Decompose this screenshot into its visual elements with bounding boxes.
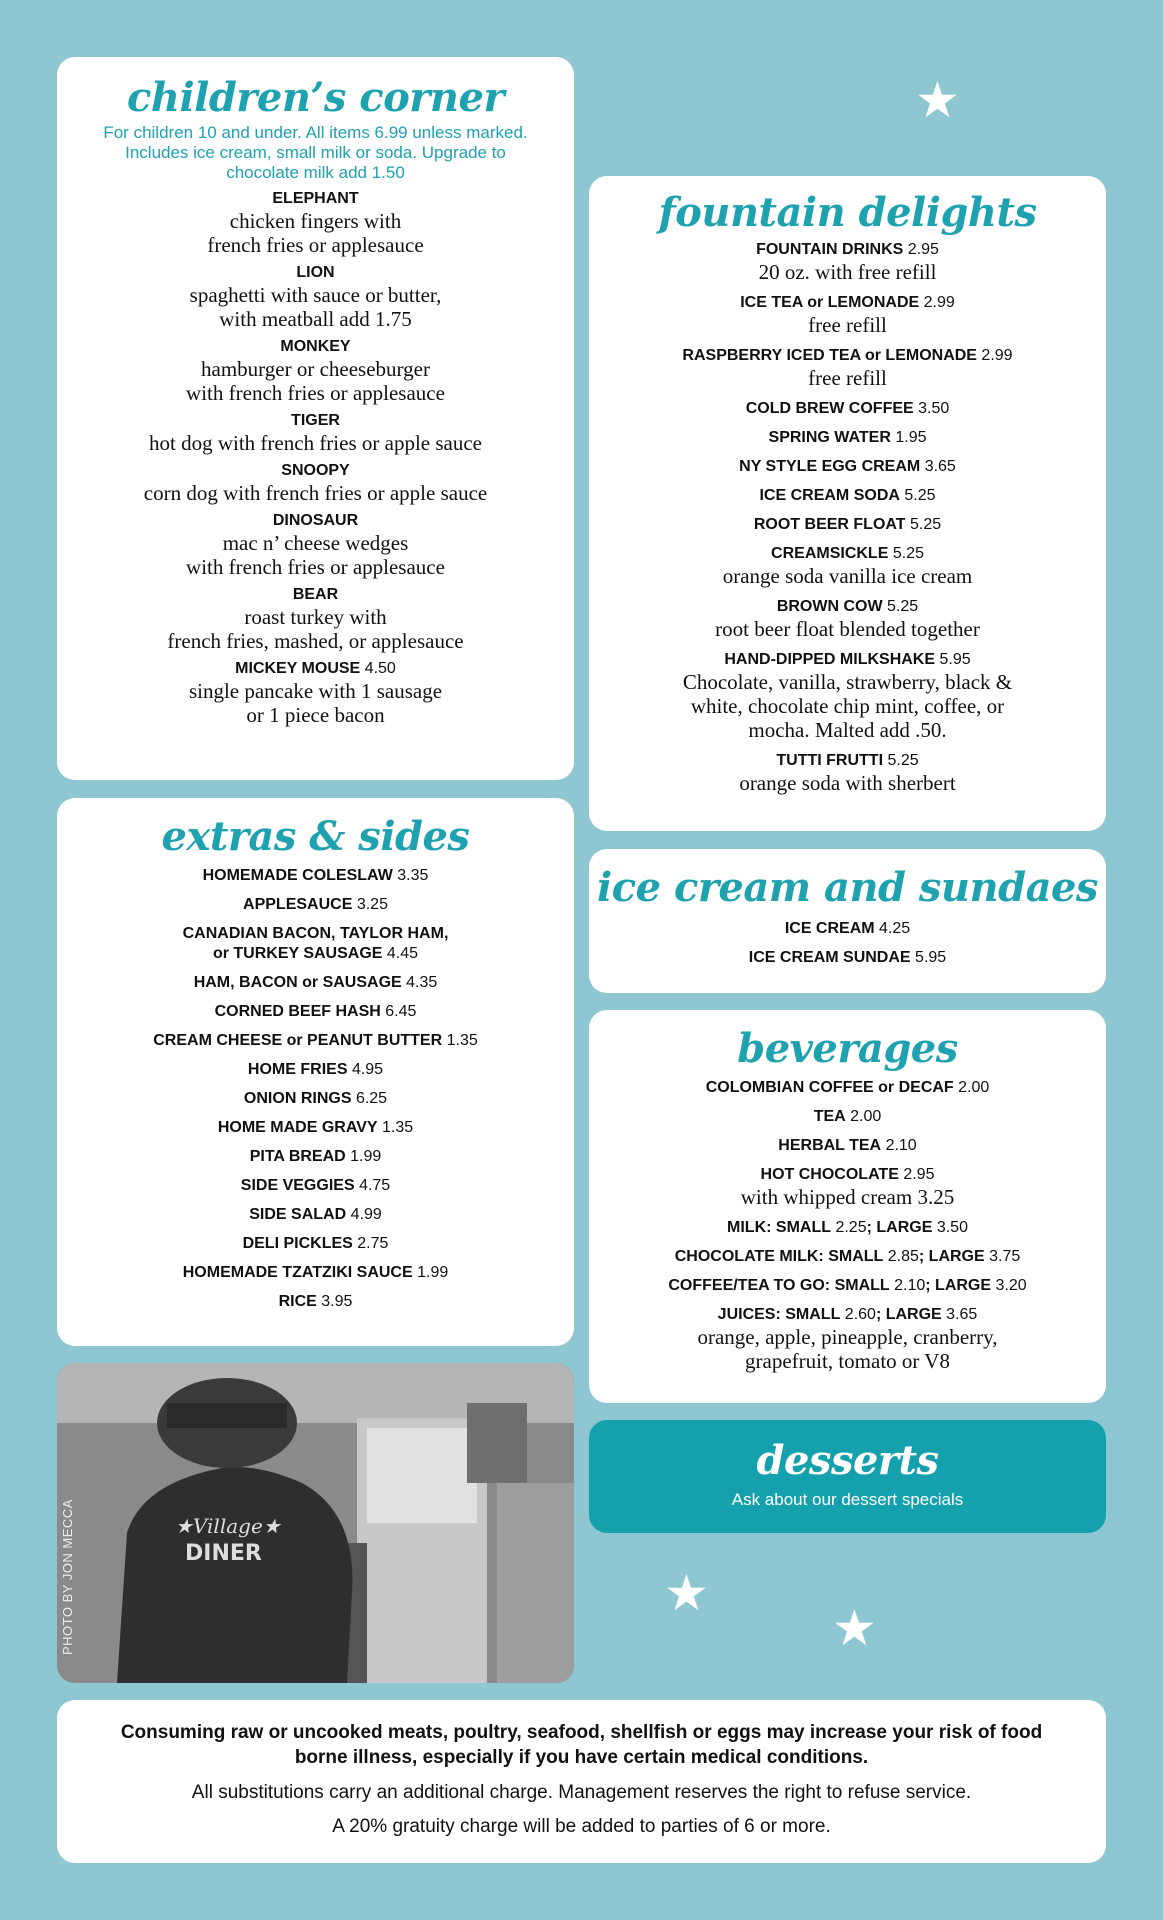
item-name: COFFEE/TEA TO GO: SMALL (668, 1277, 890, 1294)
item-line (589, 293, 1106, 313)
menu-item (57, 337, 574, 405)
menu-item (589, 457, 1106, 477)
menu-item (57, 1234, 574, 1254)
item-name: HAND-DIPPED MILKSHAKE (724, 651, 936, 668)
item-line (589, 948, 1106, 968)
item-line (57, 511, 574, 531)
item-name: COLD BREW COFFEE (745, 400, 914, 417)
section-title: children’s corner (127, 74, 504, 121)
health-warning: Consuming raw or uncooked meats, poultry, seafood, shellfish or eggs may increase your risk of food borne illness, especially if you have certain medical conditions. (120, 1722, 1043, 1768)
menu-item (589, 1305, 1106, 1373)
menu-item (57, 1176, 574, 1196)
item-price: 4.35 (406, 974, 438, 991)
item-line (57, 659, 574, 679)
footer-panel (57, 1700, 1106, 1863)
item-line (57, 461, 574, 481)
menu-item (57, 1263, 574, 1283)
item-description: hamburger or cheeseburger (201, 357, 430, 381)
item-description: root beer float blended together (715, 617, 980, 641)
menu-item (57, 585, 574, 653)
item-line (589, 1078, 1106, 1098)
item-name: DELI PICKLES (242, 1235, 353, 1252)
item-name: MICKEY MOUSE (235, 660, 361, 677)
item-price: 2.75 (357, 1235, 389, 1252)
menu-item (589, 751, 1106, 795)
menu-item (57, 1292, 574, 1312)
item-price: 4.75 (359, 1177, 391, 1194)
item-description: white, chocolate chip mint, coffee, or (690, 694, 1005, 718)
item-description: french fries, mashed, or applesauce (167, 629, 464, 653)
menu-item (57, 1118, 574, 1138)
section-title: ice cream and sundaes (597, 864, 1098, 911)
item-name: MILK: SMALL (727, 1219, 831, 1236)
item-price: 2.60 (844, 1306, 876, 1323)
star-icon: ★ (915, 71, 960, 129)
item-name: APPLESAUCE (243, 896, 353, 913)
item-price: 3.50 (936, 1219, 968, 1236)
item-price: 2.00 (958, 1079, 990, 1096)
item-separator: ; (918, 1248, 929, 1265)
item-price: 5.95 (915, 949, 947, 966)
desserts-subtitle: Ask about our dessert specials (731, 1490, 964, 1509)
item-name: DINOSAUR (272, 512, 359, 529)
item-line (589, 346, 1106, 366)
item-name: RASPBERRY ICED TEA or LEMONADE (682, 347, 977, 364)
item-name: HOMEMADE COLESLAW (202, 867, 393, 884)
item-line (57, 1060, 574, 1080)
item-line (589, 1218, 1106, 1238)
item-name: RICE (278, 1293, 317, 1310)
menu-item (57, 461, 574, 505)
item-name: JUICES: SMALL (717, 1306, 841, 1323)
item-price: 2.25 (835, 1219, 867, 1236)
shirt-text: DINER (185, 1541, 262, 1566)
item-description: roast turkey with (244, 605, 387, 629)
item-separator: ; (925, 1277, 936, 1294)
menu-item (589, 1165, 1106, 1209)
star-icon: ★ (832, 1599, 877, 1657)
menu-item (589, 399, 1106, 419)
item-description: 20 oz. with free refill (758, 260, 937, 284)
item-line (57, 585, 574, 605)
item-name: CANADIAN BACON, TAYLOR HAM, (182, 925, 449, 942)
item-price: 5.25 (892, 545, 924, 562)
item-description: mac n’ cheese wedges (222, 531, 409, 555)
item-price: 4.99 (350, 1206, 382, 1223)
menu-item (57, 1060, 574, 1080)
item-description: with meatball add 1.75 (219, 307, 412, 331)
beverages-panel (589, 1010, 1106, 1403)
item-price: 3.35 (397, 867, 429, 884)
menu-item (57, 1147, 574, 1167)
item-line (57, 895, 574, 915)
item-name: HERBAL TEA (778, 1137, 882, 1154)
item-line (589, 1165, 1106, 1185)
item-line (589, 486, 1106, 506)
item-line (589, 399, 1106, 419)
item-description: with french fries or applesauce (186, 555, 445, 579)
item-price: 2.99 (981, 347, 1013, 364)
item-name: CORNED BEEF HASH (214, 1003, 381, 1020)
item-line (57, 1002, 574, 1022)
item-name: MONKEY (280, 338, 351, 355)
item-name: SIDE SALAD (249, 1206, 347, 1223)
item-description: hot dog with french fries or apple sauce (149, 431, 482, 455)
section-title: desserts (756, 1437, 939, 1484)
item-name: CREAMSICKLE (771, 545, 889, 562)
item-line (589, 1276, 1106, 1296)
item-name: TIGER (291, 412, 340, 429)
item-price: 2.95 (903, 1166, 935, 1183)
item-line (589, 597, 1106, 617)
menu-item (589, 346, 1106, 390)
item-line (589, 240, 1106, 260)
item-price: 6.25 (355, 1090, 388, 1107)
photo-illustration (57, 1363, 574, 1683)
item-name: ONION RINGS (243, 1090, 352, 1107)
menu-item (589, 1078, 1106, 1098)
item-price: 3.65 (924, 458, 956, 475)
item-description: chicken fingers with (229, 209, 402, 233)
menu-item (589, 1107, 1106, 1127)
item-name: LION (296, 264, 335, 281)
menu-item (57, 895, 574, 915)
item-name: LARGE (885, 1306, 942, 1323)
item-name: FOUNTAIN DRINKS (756, 241, 904, 258)
item-price: 1.35 (446, 1032, 478, 1049)
item-description: free refill (808, 366, 887, 390)
menu-item (57, 189, 574, 257)
menu-item (589, 240, 1106, 284)
item-name: LARGE (928, 1248, 985, 1265)
item-line (57, 189, 574, 209)
item-description: orange soda vanilla ice cream (722, 564, 973, 588)
item-line (589, 544, 1106, 564)
item-line (57, 1263, 574, 1283)
menu-item (57, 924, 574, 964)
item-price: 1.95 (895, 429, 927, 446)
menu-item (589, 650, 1106, 742)
menu-item (589, 1218, 1106, 1238)
menu-item (57, 1002, 574, 1022)
item-description: with french fries or applesauce (186, 381, 445, 405)
item-name: SNOOPY (281, 462, 350, 479)
item-description: orange, apple, pineapple, cranberry, (697, 1325, 998, 1349)
item-line (57, 1205, 574, 1225)
item-name: HOT CHOCOLATE (760, 1166, 899, 1183)
item-description: free refill (808, 313, 887, 337)
menu-item (589, 1276, 1106, 1296)
menu-item (589, 486, 1106, 506)
item-price: 3.25 (356, 896, 388, 913)
item-line (57, 1031, 574, 1051)
item-name: LARGE (935, 1277, 992, 1294)
item-line (57, 1292, 574, 1312)
item-name: PITA BREAD (249, 1148, 346, 1165)
item-line (589, 919, 1106, 939)
item-name: HAM, BACON or SAUSAGE (193, 974, 402, 991)
extras-sides-panel (57, 798, 574, 1346)
item-name: ICE TEA or LEMONADE (740, 294, 920, 311)
item-name: BEAR (292, 586, 339, 603)
menu-item (57, 511, 574, 579)
menu-item (589, 544, 1106, 588)
item-line (589, 428, 1106, 448)
shirt-text: ★Village★ (175, 1514, 281, 1538)
item-name: ROOT BEER FLOAT (753, 516, 906, 533)
fountain-delights-panel (589, 176, 1106, 831)
item-name: BROWN COW (776, 598, 883, 615)
item-name: SIDE VEGGIES (240, 1177, 355, 1194)
photo-credit: PHOTO BY JON MECCA (60, 1499, 75, 1655)
item-name: NY STYLE EGG CREAM (739, 458, 921, 475)
item-line (589, 1305, 1106, 1325)
item-description: or 1 piece bacon (246, 703, 385, 727)
item-name: HOME FRIES (247, 1061, 348, 1078)
item-price: 1.99 (350, 1148, 382, 1165)
childrens-corner-panel (57, 57, 574, 780)
section-title: extras & sides (161, 813, 470, 860)
item-line (57, 1234, 574, 1254)
item-line (57, 866, 574, 886)
item-price: 2.99 (923, 294, 955, 311)
item-line (57, 924, 574, 964)
ice-cream-sundaes-panel (589, 849, 1106, 993)
item-line (589, 1136, 1106, 1156)
item-description: with whipped cream 3.25 (740, 1185, 955, 1209)
section-title: fountain delights (658, 189, 1037, 236)
item-price: 4.95 (351, 1061, 384, 1078)
item-name: HOME MADE GRAVY (217, 1119, 378, 1136)
item-line (589, 1107, 1106, 1127)
item-line (57, 1118, 574, 1138)
menu-item (57, 1089, 574, 1109)
item-price: 4.45 (386, 945, 419, 962)
diner-photo (57, 1363, 574, 1683)
item-name: CREAM CHEESE or PEANUT BUTTER (153, 1032, 443, 1049)
menu-item (589, 919, 1106, 939)
item-price: 3.95 (321, 1293, 353, 1310)
item-name: ICE CREAM (784, 920, 875, 937)
item-price: 5.25 (887, 752, 919, 769)
menu-item (57, 973, 574, 993)
item-price: 3.75 (989, 1248, 1021, 1265)
item-description: Chocolate, vanilla, strawberry, black & (682, 670, 1013, 694)
item-price: 1.35 (382, 1119, 414, 1136)
section-note: For children 10 and under. All items 6.99 unless marked. Includes ice cream, small milk or soda. Upgrade to chocolate milk add 1.50 (103, 123, 528, 182)
item-price: 3.20 (995, 1277, 1027, 1294)
menu-item (589, 1136, 1106, 1156)
item-line (57, 1176, 574, 1196)
item-price: 5.25 (904, 487, 936, 504)
item-name: ICE CREAM SUNDAE (748, 949, 911, 966)
desserts-panel (589, 1420, 1106, 1533)
item-price: 3.65 (946, 1306, 978, 1323)
item-price: 6.45 (385, 1003, 417, 1020)
item-price: 2.85 (887, 1248, 919, 1265)
menu-item (57, 1205, 574, 1225)
menu-item (57, 411, 574, 455)
item-name: TEA (813, 1108, 846, 1125)
item-line (589, 515, 1106, 535)
item-name: CHOCOLATE MILK: SMALL (674, 1248, 884, 1265)
item-description: spaghetti with sauce or butter, (189, 283, 442, 307)
item-price: 2.10 (885, 1137, 917, 1154)
item-price: 2.10 (894, 1277, 926, 1294)
menu-item (589, 597, 1106, 641)
item-price: 5.95 (939, 651, 971, 668)
item-line (589, 457, 1106, 477)
gratuity-note: A 20% gratuity charge will be added to parties of 6 or more. (332, 1816, 831, 1837)
item-name: SPRING WATER (768, 429, 891, 446)
menu-item (57, 659, 574, 727)
item-name: TUTTI FRUTTI (776, 752, 884, 769)
item-name: HOMEMADE TZATZIKI SAUCE (182, 1264, 413, 1281)
section-title: beverages (737, 1025, 958, 1072)
item-line (57, 973, 574, 993)
menu-item (589, 515, 1106, 535)
item-line (57, 263, 574, 283)
item-line (589, 650, 1106, 670)
item-price: 2.00 (850, 1108, 882, 1125)
item-price: 2.95 (907, 241, 939, 258)
item-name: LARGE (876, 1219, 933, 1236)
item-line (57, 337, 574, 357)
item-description: corn dog with french fries or apple sauce (143, 481, 488, 505)
item-line (57, 1089, 574, 1109)
item-line (589, 751, 1106, 771)
menu-item (57, 866, 574, 886)
menu-item (57, 1031, 574, 1051)
menu-item (589, 293, 1106, 337)
menu-item (57, 263, 574, 331)
item-price: 4.50 (364, 660, 396, 677)
item-price: 5.25 (887, 598, 919, 615)
item-separator: ; (866, 1219, 877, 1236)
item-description: french fries or applesauce (207, 233, 424, 257)
item-name: ICE CREAM SODA (759, 487, 900, 504)
star-icon: ★ (664, 1564, 709, 1622)
item-name: ELEPHANT (272, 190, 359, 207)
item-description: orange soda with sherbert (739, 771, 956, 795)
item-description: single pancake with 1 sausage (188, 679, 443, 703)
item-line (57, 1147, 574, 1167)
item-line (57, 411, 574, 431)
item-description: mocha. Malted add .50. (748, 718, 947, 742)
item-price: 3.50 (918, 400, 950, 417)
menu-item (589, 948, 1106, 968)
item-price: 1.99 (417, 1264, 449, 1281)
item-price: 4.25 (879, 920, 911, 937)
menu-item (589, 428, 1106, 448)
item-price: 5.25 (910, 516, 942, 533)
item-separator: ; (875, 1306, 886, 1323)
menu-item (589, 1247, 1106, 1267)
substitution-note: All substitutions carry an additional charge. Management reserves the right to refuse service. (191, 1782, 972, 1803)
item-name: or TURKEY SAUSAGE (212, 945, 383, 962)
item-name: COLOMBIAN COFFEE or DECAF (705, 1079, 954, 1096)
item-description: grapefruit, tomato or V8 (745, 1349, 950, 1373)
item-line (589, 1247, 1106, 1267)
